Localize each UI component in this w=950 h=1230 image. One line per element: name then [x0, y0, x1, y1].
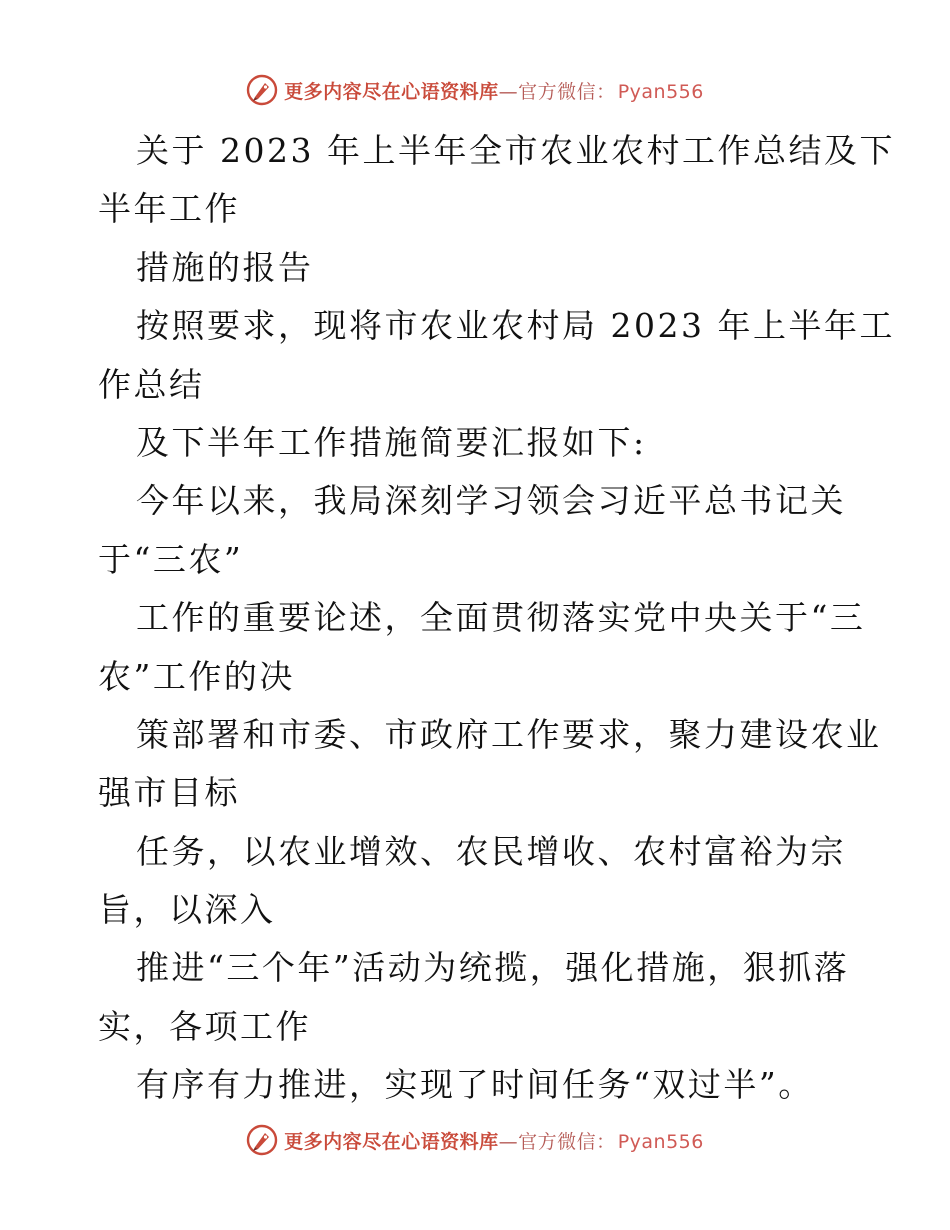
- banner-account-id: Pyan556: [617, 80, 704, 103]
- pen-nib-icon: [246, 74, 278, 106]
- text-line: 实，各项工作: [98, 1006, 311, 1046]
- text-line: 措施的报告: [136, 247, 314, 287]
- text-line: 按照要求，现将市农业农村局 2023 年上半年工: [136, 306, 895, 346]
- text-line: 强市目标: [98, 773, 240, 813]
- text-line: 关于 2023 年上半年全市农业农村工作总结及下: [136, 131, 895, 170]
- header-watermark-banner: [0, 70, 950, 110]
- text-line: 半年工作: [98, 189, 240, 229]
- banner-lead-text: 更多内容尽在心语资料库: [284, 80, 499, 103]
- document-body: [98, 122, 895, 1115]
- text-line: 及下半年工作措施简要汇报如下:: [136, 422, 647, 462]
- banner-wechat-label: —官方微信：: [498, 1130, 616, 1153]
- text-line: 农”工作的决: [98, 656, 295, 696]
- banner-wechat-label: —官方微信：: [498, 80, 616, 103]
- banner-account-id: Pyan556: [617, 1130, 704, 1153]
- banner-text: [284, 77, 704, 104]
- text-line: 推进“三个年”活动为统揽，强化措施，狠抓落: [136, 948, 850, 988]
- text-line: 有序有力推进，实现了时间任务“双过半”。: [136, 1065, 814, 1105]
- text-line: 今年以来，我局深刻学习领会习近平总书记关: [136, 481, 846, 521]
- text-line: 作总结: [98, 364, 205, 404]
- banner-text: [284, 1127, 704, 1154]
- text-line: 策部署和市委、市政府工作要求，聚力建设农业: [136, 714, 882, 754]
- text-line: 任务，以农业增效、农民增收、农村富裕为宗: [136, 831, 846, 871]
- text-line: 于“三农”: [98, 539, 244, 579]
- banner-lead-text: 更多内容尽在心语资料库: [284, 1130, 499, 1153]
- text-line: 工作的重要论述，全面贯彻落实党中央关于“三: [136, 598, 866, 638]
- text-line: 旨，以深入: [98, 890, 276, 930]
- footer-watermark-banner: [0, 1120, 950, 1160]
- pen-nib-icon: [246, 1124, 278, 1156]
